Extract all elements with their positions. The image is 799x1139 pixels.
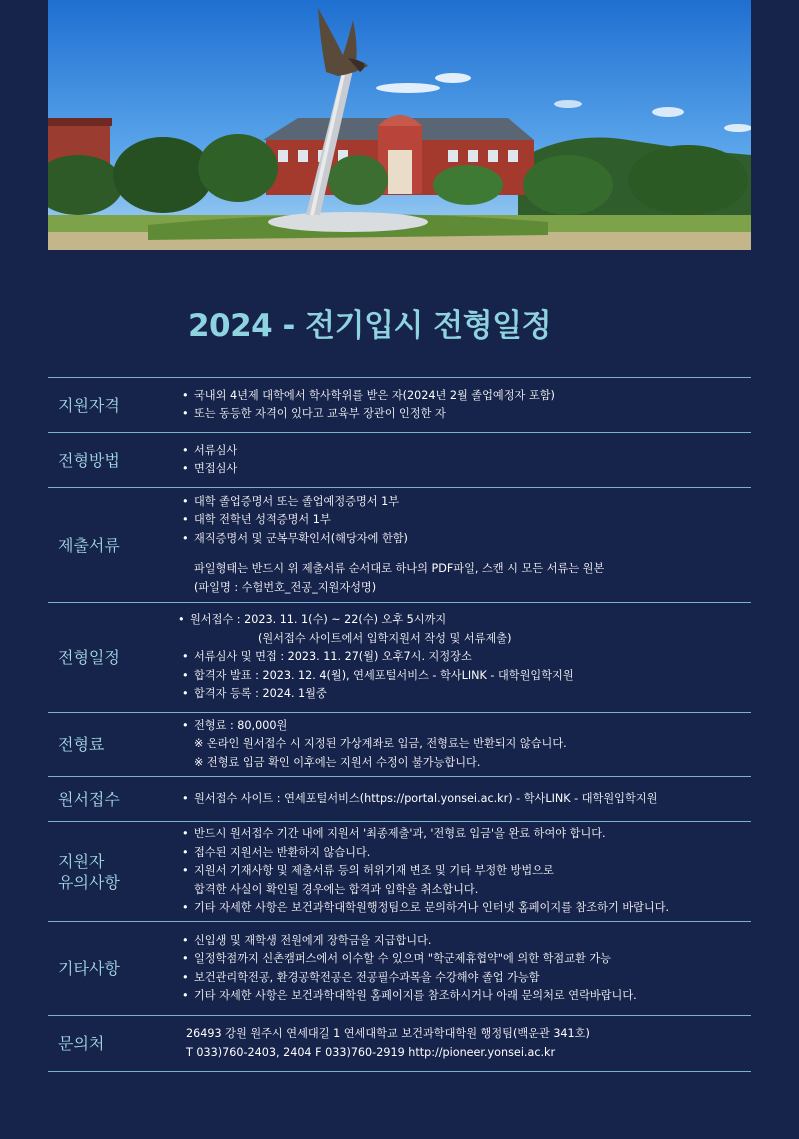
- row-schedule: [48, 603, 751, 713]
- list-item: • 반드시 원서접수 기간 내에 지원서 '최종제출'과, '전형료 입금'을 완료 하여야 합니다.: [176, 825, 751, 844]
- row-label: 전형방법: [58, 450, 120, 470]
- row-other: [48, 922, 751, 1016]
- list-item: • 합격자 발표 : 2023. 12. 4(월), 연세포털서비스 - 학사LINK - 대학원입학지원: [176, 667, 751, 686]
- row-label: 지원자격: [58, 395, 120, 415]
- file-name-note: (파일명 : 수험번호_전공_지원자성명): [194, 580, 377, 594]
- fee-note: ※ 전형료 입금 확인 이후에는 지원서 수정이 불가능합니다.: [194, 755, 481, 769]
- list-item: • 면접심사: [176, 460, 751, 479]
- list-item: • 대학 졸업증명서 또는 졸업예정증명서 1부: [176, 493, 751, 512]
- list-item: • 전형료 : 80,000원: [176, 717, 751, 736]
- list-item: • 일정학점까지 신촌캠퍼스에서 이수할 수 있으며 "학군제휴협약"에 의한 학점교환 가능: [176, 950, 751, 969]
- list-item: • 원서접수 사이트 : 연세포털서비스(https://portal.yonsei.ac.kr) - 학사LINK - 대학원입학지원: [176, 790, 751, 809]
- page-title: 2024 - 전기입시 전형일정: [187, 308, 552, 344]
- list-item: • 또는 동등한 자격이 있다고 교육부 장관이 인정한 자: [176, 405, 751, 424]
- list-item: • 기타 자세한 사항은 보건과학대학원 홈페이지를 참조하시거나 아래 문의처로 연락바랍니다.: [176, 987, 751, 1006]
- list-item: • 지원서 기재사항 및 제출서류 등의 허위기재 변조 및 기타 부정한 방법으로: [176, 862, 751, 881]
- list-item: • 합격자 등록 : 2024. 1월중: [176, 685, 751, 704]
- file-note: 파일형태는 반드시 위 제출서류 순서대로 하나의 PDF파일, 스캔 시 모든 서류는 원본: [194, 562, 605, 576]
- row-label: 제출서류: [58, 535, 120, 555]
- row-eligibility: [48, 378, 751, 433]
- list-item-continued: 합격한 사실이 확인될 경우에는 합격과 입학을 취소합니다.: [194, 882, 479, 896]
- row-label: 기타사항: [58, 959, 120, 978]
- row-contact: [48, 1016, 751, 1072]
- list-item: • 대학 전학년 성적증명서 1부: [176, 511, 751, 530]
- list-item: • 접수된 지원서는 반환하지 않습니다.: [176, 844, 751, 863]
- list-item-sub: (원서접수 사이트에서 입학지원서 작성 및 서류제출): [258, 631, 512, 645]
- schedule-table: [48, 377, 751, 1072]
- list-item: • 국내외 4년제 대학에서 학사학위를 받은 자(2024년 2월 졸업예정자 포함): [176, 387, 751, 406]
- row-application: [48, 777, 751, 822]
- row-documents: [48, 488, 751, 603]
- row-label: 문의처: [58, 1034, 105, 1053]
- row-screening-method: [48, 433, 751, 488]
- list-item: • 신입생 및 재학생 전원에게 장학금을 지급합니다.: [176, 932, 751, 951]
- fee-note: ※ 온라인 원서접수 시 지정된 가상계좌로 입금, 전형료는 반환되지 않습니다.: [194, 737, 567, 751]
- list-item: • 서류심사: [176, 442, 751, 461]
- row-fee: [48, 713, 751, 777]
- contact-phone: T 033)760-2403, 2404 F 033)760-2919 http://pioneer.yonsei.ac.kr: [186, 1045, 556, 1059]
- list-item: • 기타 자세한 사항은 보건과학대학원행정팀으로 문의하거나 인터넷 홈페이지를 참조하기 바랍니다.: [176, 899, 751, 918]
- list-item: • 보건관리학전공, 환경공학전공은 전공필수과목을 수강해야 졸업 가능함: [176, 969, 751, 988]
- list-item: • 서류심사 및 면접 : 2023. 11. 27(월) 오후7시. 지정장소: [176, 648, 751, 667]
- row-label: 지원자 유의사항: [58, 851, 120, 892]
- row-label: 전형료: [58, 735, 105, 754]
- row-applicant-notes: [48, 822, 751, 922]
- contact-address: 26493 강원 원주시 연세대길 1 연세대학교 보건과학대학원 행정팀(백운관 341호): [186, 1027, 590, 1040]
- row-label: 원서접수: [58, 789, 120, 809]
- campus-photo: [48, 0, 751, 250]
- row-label: 전형일정: [58, 648, 120, 667]
- list-item: • 재직증명서 및 군복무확인서(해당자에 한함): [176, 530, 751, 549]
- list-item: • 원서접수 : 2023. 11. 1(수) ~ 22(수) 오후 5시까지: [176, 611, 751, 630]
